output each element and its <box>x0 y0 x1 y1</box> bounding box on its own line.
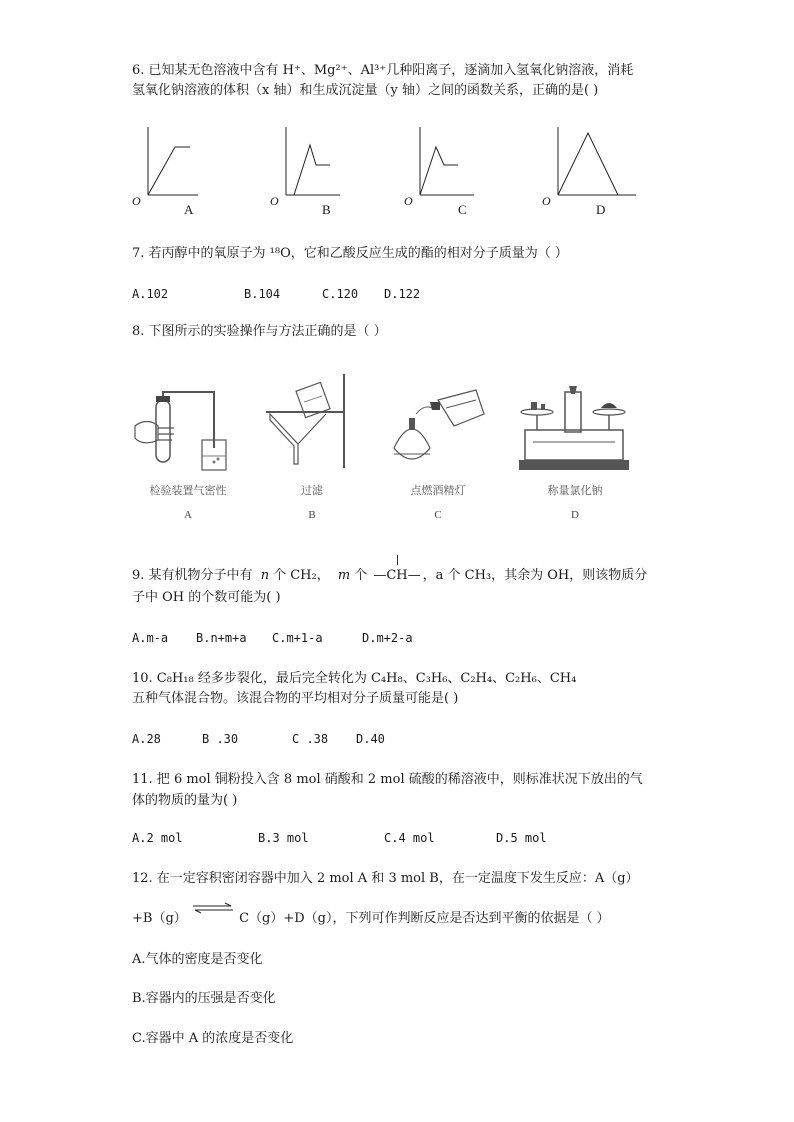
equilibrium-arrow-icon <box>191 912 235 926</box>
graph-c-label: C <box>458 202 467 217</box>
q11-option-c: C.4 mol <box>384 831 435 845</box>
q8-letter-c: C <box>434 509 442 521</box>
airtightness-check-icon <box>130 390 240 475</box>
balance-scale-icon <box>515 384 633 474</box>
q8-letter-a: A <box>184 509 192 521</box>
q9-text-line1 <box>132 567 647 585</box>
q11-option-d: D.5 mol <box>496 831 547 845</box>
q6-text-line2: 氢氧化钠溶液的体积（x 轴）和生成沉淀量（y 轴）之间的函数关系，正确的是( ) <box>132 83 599 98</box>
q9-option-b: B.n+m+a <box>196 631 247 645</box>
q12-part-b: C（g）+D（g），下列可作判断反应是否达到平衡的依据是（ ） <box>239 911 610 926</box>
q12-option-b: B.容器内的压强是否变化 <box>132 991 276 1006</box>
q10-option-d: D.40 <box>356 732 385 746</box>
q12-part-a: +B（g） <box>132 911 187 926</box>
q8-caption-b: 过滤 <box>301 484 323 497</box>
alcohol-lamp-icon <box>380 380 490 475</box>
q9-ch-group <box>371 567 422 585</box>
q9-bond-line <box>397 555 398 565</box>
q9-part-b: 个 CH₂， <box>273 568 330 583</box>
q7-option-b: B.104 <box>244 287 281 301</box>
q8-letter-b: B <box>308 509 316 521</box>
graph-d <box>550 125 636 200</box>
graph-b <box>278 125 340 200</box>
graph-a <box>140 125 200 200</box>
q7-text: 7. 若丙醇中的氧原子为 ¹⁸O，它和乙酸反应生成的酯的相对分子质量为（ ） <box>132 246 568 261</box>
graph-d-label: D <box>596 202 606 217</box>
q12-option-c: C.容器中 A 的浓度是否变化 <box>132 1031 294 1046</box>
q9-part-c: 个 <box>354 568 368 583</box>
graph-c <box>412 125 474 200</box>
q7-option-a: A.102 <box>132 287 169 301</box>
filtration-icon <box>262 372 357 472</box>
q8-text: 8. 下图所示的实验操作与方法正确的是（ ） <box>132 324 387 339</box>
q9-option-d: D.m+2-a <box>362 631 413 645</box>
q10-option-c: C .38 <box>292 732 329 746</box>
graph-d-origin: O <box>542 194 551 208</box>
q9-var-m: m <box>337 568 351 583</box>
q8-caption-a: 检验装置气密性 <box>149 484 227 497</box>
q11-text-line2: 体的物质的量为( ) <box>132 793 238 808</box>
q11-option-a: A.2 mol <box>132 831 183 845</box>
q9-option-c: C.m+1-a <box>272 631 323 645</box>
graph-c-origin: O <box>404 194 413 208</box>
q8-letter-d: D <box>571 509 579 521</box>
q11-text-line1: 11. 把 6 mol 铜粉投入含 8 mol 硝酸和 2 mol 硫酸的稀溶液中，则标准状况下放出的气 <box>132 772 643 787</box>
graph-a-label: A <box>184 202 194 217</box>
q12-option-a: A.气体的密度是否变化 <box>132 952 263 967</box>
q11-option-b: B.3 mol <box>258 831 309 845</box>
q8-caption-d: 称量氯化钠 <box>547 484 603 497</box>
graph-b-label: B <box>322 202 331 217</box>
graph-b-origin: O <box>270 194 279 208</box>
q7-option-d: D.122 <box>384 287 421 301</box>
q8-caption-c: 点燃酒精灯 <box>410 484 466 497</box>
q7-option-c: C.120 <box>322 287 359 301</box>
graph-a-origin: O <box>132 194 141 208</box>
q9-group-text: —CH— <box>373 568 421 583</box>
q12-text-line1: 12. 在一定容积密闭容器中加入 2 mol A 和 3 mol B，在一定温度下发生反应：A（g） <box>132 871 639 886</box>
q10-option-b: B .30 <box>202 732 239 746</box>
q9-part-d: ，a 个 CH₃，其余为 OH，则该物质分 <box>422 568 648 583</box>
q10-text-line2: 五种气体混合物。该混合物的平均相对分子质量可能是( ) <box>132 691 459 706</box>
q9-part-a: 9. 某有机物分子中有 <box>132 568 253 583</box>
q10-option-a: A.28 <box>132 732 161 746</box>
q6-text-line1: 6. 已知某无色溶液中含有 H⁺、Mg²⁺、Al³⁺几种阳离子，逐滴加入氢氧化钠溶液，消耗 <box>132 63 634 78</box>
q9-text-line2: 子中 OH 的个数可能为( ) <box>132 590 281 605</box>
q10-text-line1: 10. C₈H₁₈ 经多步裂化，最后完全转化为 C₄H₈、C₃H₆、C₂H₄、C₂H₆、CH₄ <box>132 671 577 686</box>
q9-var-n: n <box>260 568 270 583</box>
q9-option-a: A.m-a <box>132 631 169 645</box>
q12-text-line2 <box>132 910 610 928</box>
